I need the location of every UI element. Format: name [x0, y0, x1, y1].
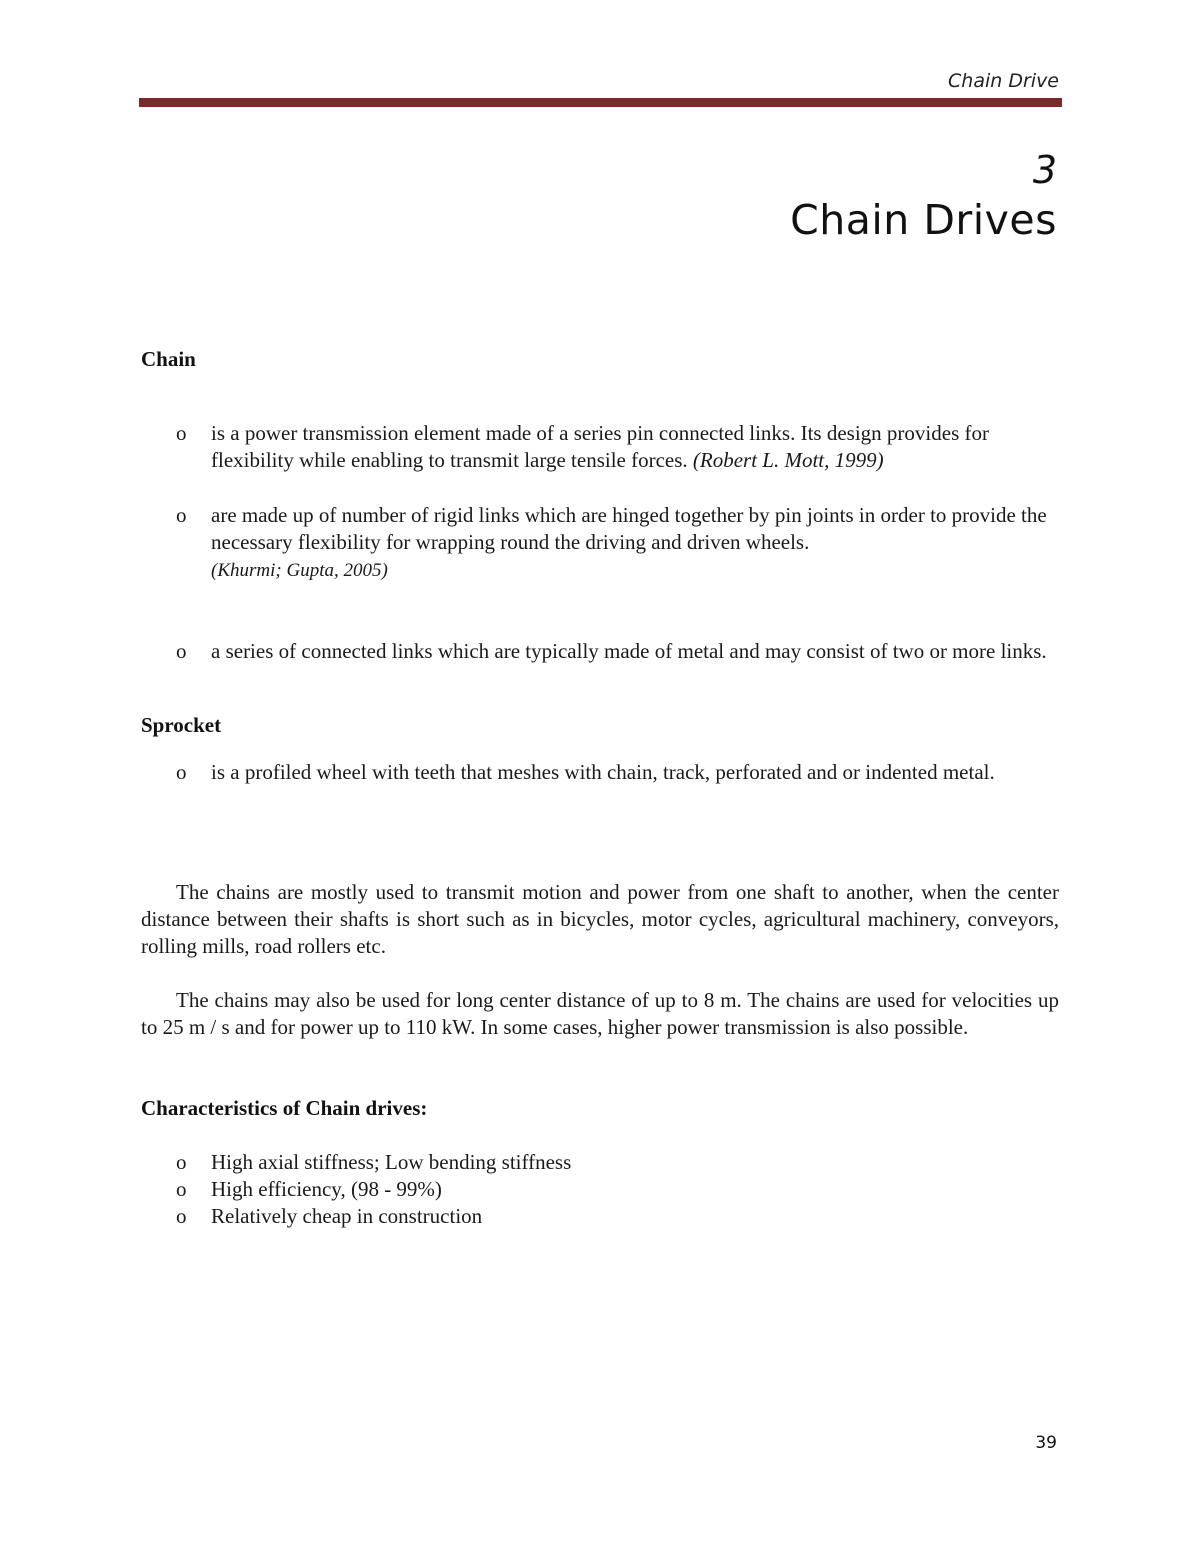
bullet-marker: o — [176, 1204, 187, 1228]
bullet-text: a series of connected links which are typically made of metal and may consist of two or more links. — [211, 639, 1047, 663]
chapter-number: 3 — [1032, 148, 1057, 192]
bullet-text: is a profiled wheel with teeth that meshes with chain, track, perforated and or indented metal. — [211, 760, 995, 784]
section-heading-sprocket: Sprocket — [141, 713, 222, 737]
list-item — [176, 1203, 1066, 1230]
bullet-text: High axial stiffness; Low bending stiffness — [211, 1150, 572, 1174]
bullet-text: High efficiency, (98 - 99%) — [211, 1177, 442, 1201]
bullet-marker: o — [176, 503, 187, 527]
section-heading-chain: Chain — [141, 347, 196, 371]
header-rule — [139, 98, 1062, 107]
list-item — [176, 502, 1066, 584]
bullet-marker: o — [176, 421, 187, 445]
bullet-marker: o — [176, 1150, 187, 1174]
list-item — [176, 1149, 1066, 1176]
list-item — [176, 420, 1066, 474]
bullet-marker: o — [176, 760, 187, 784]
citation: (Khurmi; Gupta, 2005) — [211, 560, 388, 581]
list-item — [176, 759, 1066, 786]
body-paragraph: The chains may also be used for long center distance of up to 8 m. The chains are used for velocities up to 25 m / s and for power up to 110 kW. In some cases, higher power transmission is also possible. — [141, 988, 1059, 1039]
page-number: 39 — [1035, 1433, 1057, 1453]
running-header: Chain Drive — [948, 70, 1059, 92]
chapter-title: Chain Drives — [790, 196, 1057, 244]
bullet-text: are made up of number of rigid links which are hinged together by pin joints in order to provide the necessary flexibility for wrapping round the driving and driven wheels. — [211, 503, 1047, 554]
bullet-text: is a power transmission element made of a series pin connected links. Its design provides for flexibility while enabling to transmit large tensile forces. — [211, 421, 989, 472]
body-paragraph: The chains are mostly used to transmit motion and power from one shaft to another, when the center distance between their shafts is short such as in bicycles, motor cycles, agricultural machinery, conveyors, rolling mills, road rollers etc. — [141, 880, 1059, 958]
list-item — [176, 638, 1066, 665]
bullet-text: Relatively cheap in construction — [211, 1204, 483, 1228]
section-heading-characteristics: Characteristics of Chain drives: — [141, 1096, 428, 1120]
bullet-marker: o — [176, 1177, 187, 1201]
list-item — [176, 1176, 1066, 1203]
citation: (Robert L. Mott, 1999) — [692, 448, 884, 472]
bullet-marker: o — [176, 639, 187, 663]
